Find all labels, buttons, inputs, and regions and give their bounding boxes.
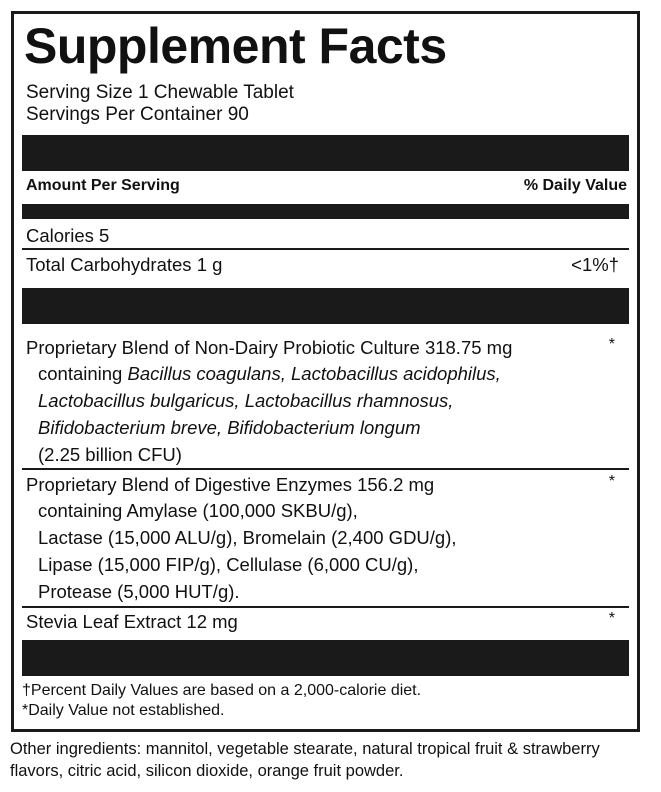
probiotic-cfu: (2.25 billion CFU) <box>38 444 182 465</box>
probiotic-strains-3: Bifidobacterium breve, Bifidobacterium longum <box>38 417 421 438</box>
enzyme-blend-line-1: containing Amylase (100,000 SKBU/g), <box>38 500 358 521</box>
supplement-facts-panel <box>11 11 640 732</box>
amount-per-serving-header: Amount Per Serving <box>26 177 180 194</box>
probiotic-strains-2: Lactobacillus bulgaricus, Lactobacillus rhamnosus, <box>38 390 454 411</box>
enzyme-blend-name: Proprietary Blend of Digestive Enzymes 156.2 mg <box>26 474 435 495</box>
total-carbohydrates-dv: <1%† <box>571 254 619 275</box>
stevia-dv: * <box>608 610 615 627</box>
thin-divider <box>22 606 629 608</box>
footnote-star: *Daily Value not established. <box>22 702 225 719</box>
probiotic-blend-line-2 <box>38 388 453 415</box>
servings-per-container: Servings Per Container 90 <box>26 104 249 125</box>
probiotic-blend-dv: * <box>608 336 615 353</box>
thin-divider <box>22 468 629 470</box>
enzyme-blend-line-3: Lipase (15,000 FIP/g), Cellulase (6,000 CU/g), <box>38 554 419 575</box>
probiotic-blend-line-3 <box>38 415 421 442</box>
serving-size: Serving Size 1 Chewable Tablet <box>26 82 294 103</box>
footnote-dagger: †Percent Daily Values are based on a 2,000-calorie diet. <box>22 682 422 699</box>
thin-divider <box>22 248 629 250</box>
probiotic-strains-1: Bacillus coagulans, Lactobacillus acidophilus, <box>127 363 501 384</box>
probiotic-blend-name: Proprietary Blend of Non-Dairy Probiotic Culture 318.75 mg <box>26 337 513 358</box>
panel-title: Supplement Facts <box>24 18 447 74</box>
daily-value-header: % Daily Value <box>523 177 627 194</box>
probiotic-blend-line-1 <box>38 361 501 388</box>
thick-divider-3 <box>22 288 629 324</box>
stevia-leaf-extract: Stevia Leaf Extract 12 mg <box>26 611 238 632</box>
enzyme-blend-line-2: Lactase (15,000 ALU/g), Bromelain (2,400 GDU/g), <box>38 527 457 548</box>
enzyme-blend-line-4: Protease (5,000 HUT/g). <box>38 581 240 602</box>
thick-divider-2 <box>22 204 629 219</box>
nutrient-calories: Calories 5 <box>26 225 110 246</box>
other-ingredients: Other ingredients: mannitol, vegetable stearate, natural tropical fruit & strawberry flavors, citric acid, silicon dioxide, orange fruit powder. <box>10 740 600 780</box>
enzyme-blend-dv: * <box>608 473 615 490</box>
nutrient-total-carbohydrates: Total Carbohydrates 1 g <box>26 254 223 275</box>
containing-text: containing <box>38 363 123 384</box>
thick-divider-4 <box>22 640 629 676</box>
thick-divider-1 <box>22 135 629 171</box>
